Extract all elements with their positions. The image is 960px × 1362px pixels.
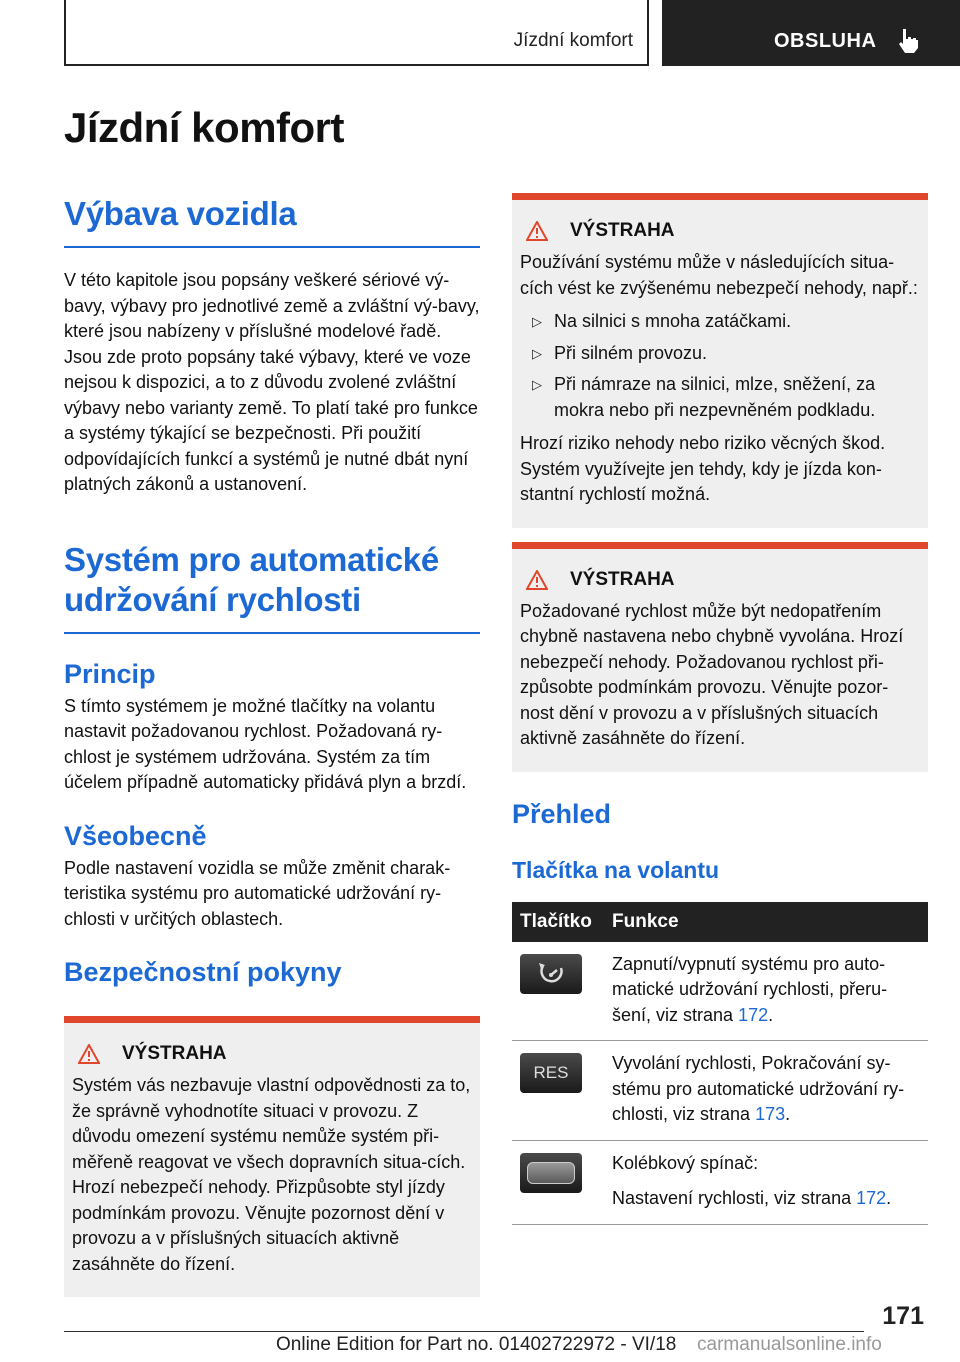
list-item: ▷ Na silnici s mnoha zatáčkami.	[520, 309, 920, 335]
section-label: OBSLUHA	[774, 30, 877, 52]
table-header-function: Funkce	[604, 902, 928, 942]
warning-label: VÝSTRAHA	[570, 568, 675, 590]
vseobecne-paragraph: Podle nastavení vozidla se může změnit charak-teristika systému pro automatické udržování ry-chlosti v určitých oblastech.	[64, 857, 451, 929]
header-section-box	[662, 0, 960, 66]
warning-outro: Hrozí riziko nehody nebo riziko věcných škod. Systém využívejte jen tehdy, kdy je jízda kon-stantní rychlostí možná.	[520, 433, 886, 504]
warning-box	[64, 1016, 480, 1297]
vybava-paragraph: V této kapitole jsou popsány veškeré sériové vý-bavy, výbavy pro jednotlivé země a zvláštní vý-bavy, které jsou nabízeny v příslušné modelové řadě. Jsou zde proto popsány také výbavy, které ve voze nejsou k dispozici, a to z důvodu zvolené zvláštní výbavy nebo varianty země. To platí také pro funkce a systémy týkající se bezpečnosti. Při použití odpovídajících funkcí a systémů je nutné dbát nyní platných zákonů a ustanovení.	[64, 270, 480, 494]
bullet-triangle-icon: ▷	[532, 314, 542, 329]
rocker-switch-icon	[520, 1153, 582, 1193]
table-row: RES Vyvolání rychlosti, Pokračování sy-stému pro automatické udržování ry-chlosti, viz strana 173.	[512, 1041, 928, 1141]
heading-princip: Princip	[64, 658, 156, 689]
table-header-button: Tlačítko	[512, 902, 604, 942]
buttons-table	[512, 902, 928, 1225]
page-number: 171	[882, 1302, 924, 1330]
footer-watermark: carmanualsonline.info	[697, 1334, 882, 1355]
warning-intro: Používání systému může v následujících situa-cích vést ke zvýšenému nebezpečí nehody, např.:	[520, 252, 918, 298]
heading-vseobecne: Všeobecně	[64, 820, 207, 851]
heading-bezpecnost: Bezpečnostní pokyny	[64, 957, 342, 987]
heading-tlacitka: Tlačítka na volantu	[512, 856, 720, 883]
list-item: ▷ Při silném provozu.	[520, 341, 920, 367]
footer-rule	[64, 1331, 864, 1332]
warning-label: VÝSTRAHA	[570, 220, 675, 241]
footer-edition: Online Edition for Part no. 01402722972 - VI/18	[276, 1334, 677, 1355]
res-button-icon: RES	[520, 1053, 582, 1093]
heading-prehled: Přehled	[512, 798, 612, 829]
table-row: Zapnutí/vypnutí systému pro auto-matické udržování rychlosti, přeru-šení, viz strana 172.	[512, 942, 928, 1041]
warning-triangle-icon	[526, 570, 548, 590]
pointing-hand-icon	[894, 26, 922, 54]
page-ref-link[interactable]: 172	[856, 1188, 887, 1208]
chapter-breadcrumb: Jízdní komfort	[513, 30, 633, 51]
warning-box	[512, 542, 928, 772]
warning-triangle-icon	[526, 221, 548, 241]
warning-triangle-icon	[78, 1044, 100, 1064]
warning-list	[520, 309, 920, 423]
cruise-control-icon	[520, 954, 582, 994]
section-rule	[64, 632, 480, 634]
page-ref-link[interactable]: 173	[755, 1104, 786, 1124]
bullet-triangle-icon: ▷	[532, 345, 542, 361]
warning-text: Systém vás nezbavuje vlastní odpovědnosti za to, že správně vyhodnotíte situaci v provozu. Z důvodu omezení systému nemůže systém při-měřeně reagovat ve všech dopravních situa-cích. Hrozí nebezpečí nehody. Přizpůsobte styl jízdy podmínkám provozu. Věnujte pozornost dění v provozu a v příslušných situacích aktivně zasáhněte do řízení.	[72, 1075, 471, 1274]
right-column	[512, 193, 928, 1225]
princip-paragraph: S tímto systémem je možné tlačítky na volantu nastavit požadovanou rychlost. Požadovaná ry-chlost je systémem udržována. Systém za tím účelem případně automaticky přidává plyn a brzdí.	[64, 695, 467, 792]
section-rule	[64, 246, 480, 248]
header-chapter-box	[64, 0, 649, 66]
left-column	[64, 194, 480, 1297]
section-title-tempomat: Systém pro automatické udržování rychlosti	[64, 540, 439, 618]
warning-text: Požadované rychlost může být nedopatřením chybně nastavena nebo chybně vyvolána. Hrozí nebezpečí nehody. Požadovanou rychlost při-způsobte podmínkám provozu. Věnujte pozor-nost dění v provozu a v příslušných situacích aktivně zasáhněte do řízení.	[520, 600, 904, 748]
warning-box	[512, 193, 928, 528]
bullet-triangle-icon: ▷	[532, 377, 542, 392]
table-row: Kolébkový spínač: Nastavení rychlosti, viz strana 172.	[512, 1140, 928, 1224]
page-title: Jízdní komfort	[64, 104, 345, 151]
section-title-vybava: Výbava vozidla	[64, 195, 297, 232]
list-item: ▷ Při námraze na silnici, mlze, sněžení, za mokra nebo při nezpevněném podkladu.	[520, 372, 920, 423]
page-ref-link[interactable]: 172	[738, 1004, 769, 1025]
warning-label: VÝSTRAHA	[122, 1043, 227, 1064]
